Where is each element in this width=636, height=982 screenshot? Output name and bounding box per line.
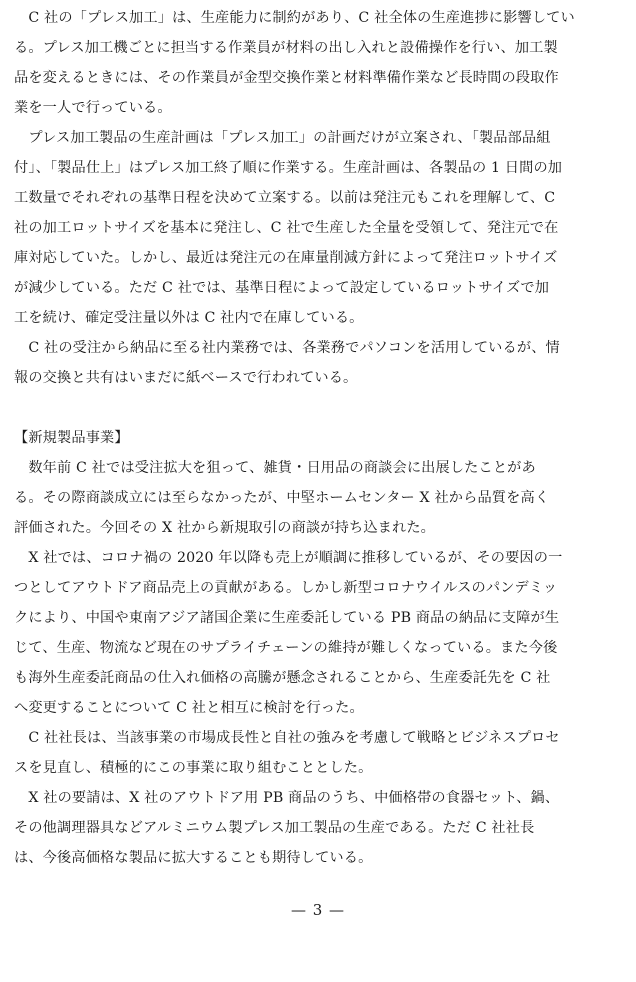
paragraph-6-line-1: C 社社長は、当該事業の市場成長性と自社の強みを考慮して戦略とビジネスプロセ bbox=[14, 730, 560, 746]
paragraph-2-line-4: 社の加工ロットサイズを基本に発注し、C 社で生産した全量を受領して、発注元で在 bbox=[14, 220, 559, 236]
paragraph-7-line-2: その他調理器具などアルミニウム製プレス加工製品の生産である。ただ C 社社長 bbox=[14, 820, 535, 836]
paragraph-4-line-1: 数年前 C 社では受注拡大を狙って、雑貨・日用品の商談会に出展したことがあ bbox=[14, 460, 536, 476]
paragraph-2-line-3: 工数量でそれぞれの基準日程を決めて立案する。以前は発注元もこれを理解して、C bbox=[14, 190, 556, 206]
paragraph-7-line-3: は、今後高価格な製品に拡大することも期待している。 bbox=[14, 850, 373, 866]
paragraph-5-line-2: つとしてアウトドア商品売上の貢献がある。しかし新型コロナウイルスのパンデミッ bbox=[14, 580, 558, 596]
paragraph-3-line-1: C 社の受注から納品に至る社内業務では、各業務でパソコンを活用しているが、情 bbox=[14, 340, 560, 356]
paragraph-7-line-1: X 社の要請は、X 社のアウトドア用 PB 商品のうち、中価格帯の食器セット、鍋、 bbox=[14, 790, 560, 806]
paragraph-6-line-2: スを見直し、積極的にこの事業に取り組むこととした。 bbox=[14, 760, 373, 776]
paragraph-2-line-1: プレス加工製品の生産計画は「プレス加工」の計画だけが立案され、「製品部品組 bbox=[14, 130, 551, 146]
paragraph-5-line-6: へ変更することについて C 社と相互に検討を行った。 bbox=[14, 700, 364, 716]
paragraph-1-line-3: 品を変えるときには、その作業員が金型交換作業と材料準備作業など長時間の段取作 bbox=[14, 70, 559, 86]
paragraph-1-line-4: 業を一人で行っている。 bbox=[14, 100, 172, 116]
paragraph-5-line-5: も海外生産委託商品の仕入れ価格の高騰が懸念されることから、生産委託先を C 社 bbox=[14, 670, 551, 686]
paragraph-4-line-2: る。その際商談成立には至らなかったが、中堅ホームセンター X 社から品質を高く bbox=[14, 490, 550, 506]
paragraph-2-line-5: 庫対応していた。しかし、最近は発注元の在庫量削減方針によって発注ロットサイズ bbox=[14, 250, 558, 266]
paragraph-1-line-1: C 社の「プレス加工」は、生産能力に制約があり、C 社全体の生産進捗に影響してい bbox=[14, 10, 575, 26]
paragraph-2-line-2: 付」、「製品仕上」はプレス加工終了順に作業する。生産計画は、各製品の 1 日間の加 bbox=[14, 160, 563, 176]
paragraph-2-line-6: が減少している。ただ C 社では、基準日程によって設定しているロットサイズで加 bbox=[14, 280, 550, 296]
section-heading: 【新規製品事業】 bbox=[14, 430, 129, 446]
page-number: — 3 — bbox=[290, 901, 346, 919]
paragraph-4-line-3: 評価された。今回その X 社から新規取引の商談が持ち込まれた。 bbox=[14, 520, 436, 536]
paragraph-5-line-1: X 社では、コロナ禍の 2020 年以降も売上が順調に推移しているが、その要因の一 bbox=[14, 550, 563, 566]
paragraph-2-line-7: 工を続け、確定受注量以外は C 社内で在庫している。 bbox=[14, 310, 364, 326]
paragraph-5-line-4: じて、生産、物流など現在のサプライチェーンの維持が難しくなっている。また今後 bbox=[14, 640, 558, 656]
paragraph-3-line-2: 報の交換と共有はいまだに紙ベースで行われている。 bbox=[14, 370, 358, 386]
paragraph-5-line-3: クにより、中国や東南アジア諸国企業に生産委託している PB 商品の納品に支障が生 bbox=[14, 610, 560, 626]
paragraph-1-line-2: る。プレス加工機ごとに担当する作業員が材料の出し入れと設備操作を行い、加工製 bbox=[14, 40, 558, 56]
